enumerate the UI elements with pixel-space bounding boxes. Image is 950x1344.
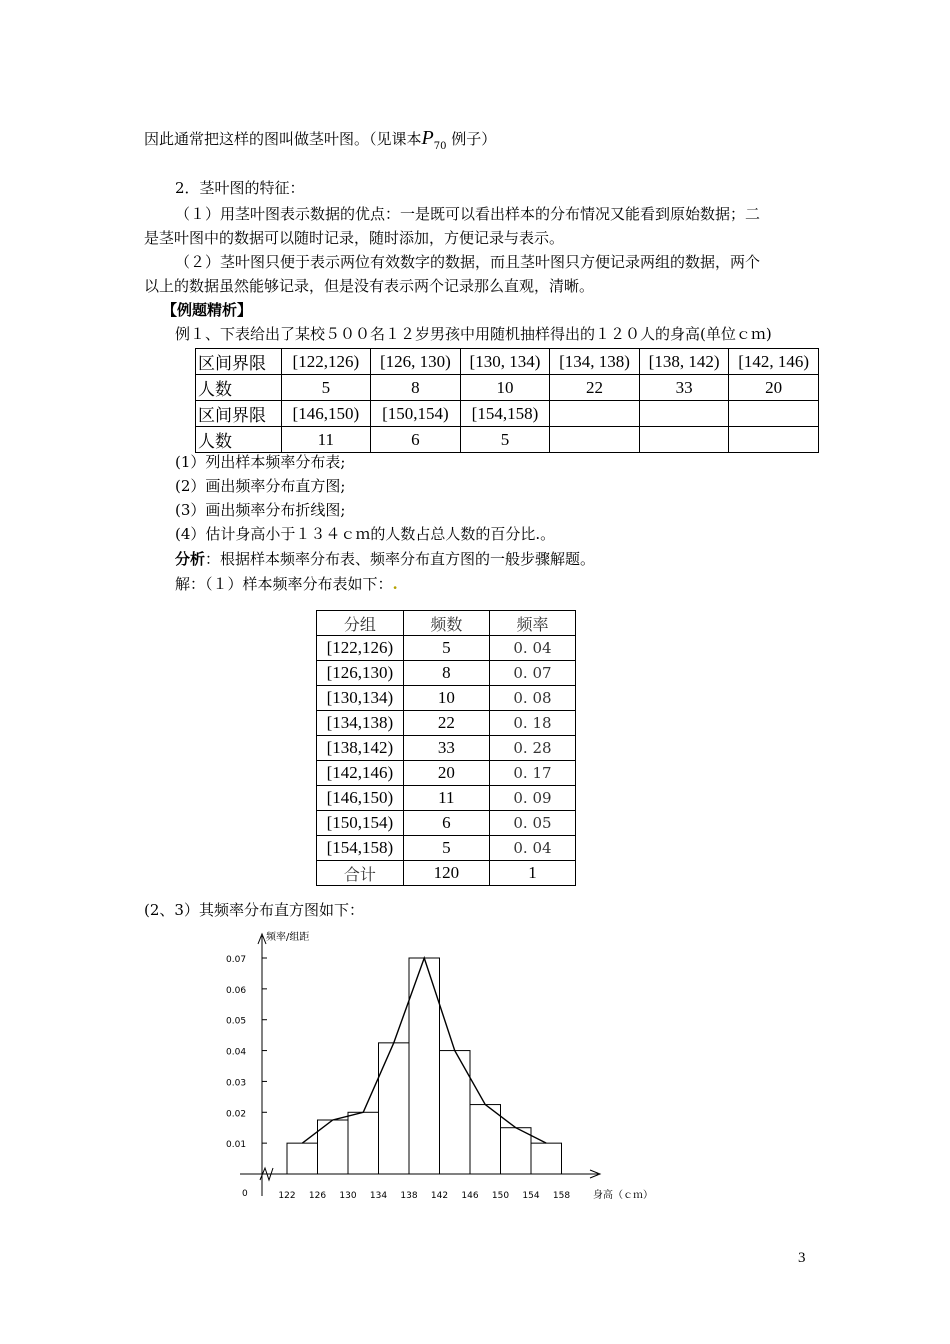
table-cell: 20 <box>729 375 819 401</box>
table-cell <box>729 427 819 453</box>
table-cell <box>639 427 729 453</box>
histogram-chart <box>220 922 660 1204</box>
table-total-row <box>317 861 576 886</box>
page-ref-sub: 70 <box>433 141 447 152</box>
x-tick-label: 150 <box>491 1191 510 1201</box>
table-cell: 5 <box>281 375 371 401</box>
table-row <box>317 836 576 861</box>
header-cell: 频数 <box>403 611 489 636</box>
total-label: 合计 <box>317 861 404 886</box>
analysis-label: 分析 <box>175 550 206 568</box>
table-cell: [150,154) <box>317 811 404 836</box>
table-row <box>317 761 576 786</box>
histogram-bar <box>531 1143 562 1174</box>
question-3: (3）画出频率分布折线图; <box>175 501 346 519</box>
table-row <box>196 401 819 427</box>
solution-text: 解：（１）样本频率分布表如下： <box>175 575 393 593</box>
example-heading: 【例题精析】 <box>162 301 253 319</box>
table-cell: 11 <box>403 786 489 811</box>
table-row <box>317 686 576 711</box>
table-cell: 33 <box>639 375 729 401</box>
x-tick-label: 130 <box>339 1191 357 1201</box>
table-header-row <box>317 611 576 636</box>
table-cell <box>729 401 819 427</box>
table-cell: [126, 130) <box>371 349 461 375</box>
intro-tail: 例子） <box>451 130 497 148</box>
row-label: 人数 <box>196 427 282 453</box>
question-4: (4）估计身高小于１３４ｃｍ的人数占总人数的百分比.。 <box>175 525 556 543</box>
table-cell: 0. 04 <box>489 636 575 661</box>
y-tick-label: 0.06 <box>226 985 247 996</box>
total-count: 120 <box>403 861 489 886</box>
table-cell: 6 <box>371 427 461 453</box>
example-1: 例１、下表给出了某校５００名１２岁男孩中用随机抽样得出的１２０人的身高(单位ｃｍ) <box>175 325 772 343</box>
table-cell: 0. 04 <box>489 836 575 861</box>
solution-dot: . <box>392 575 398 593</box>
y-tick-label: 0 <box>242 1189 248 1199</box>
solution-line <box>175 574 398 594</box>
table-row <box>317 711 576 736</box>
question-2: (2）画出频率分布直方图; <box>175 477 346 495</box>
x-tick-label: 134 <box>369 1191 388 1201</box>
row-label: 人数 <box>196 375 282 401</box>
feature-2-a: （２）茎叶图只便于表示两位有效数字的数据，而且茎叶图只方便记录两组的数据，两个 <box>175 253 761 271</box>
table-cell: 8 <box>371 375 461 401</box>
table-cell: [154,158) <box>460 401 550 427</box>
chart-bars <box>287 958 562 1174</box>
table-row <box>317 811 576 836</box>
feature-1-b: 是茎叶图中的数据可以随时记录，随时添加，方便记录与表示。 <box>144 229 565 247</box>
table-cell: [146,150) <box>317 786 404 811</box>
table-cell: 11 <box>281 427 371 453</box>
y-tick-label: 0.02 <box>226 1109 247 1120</box>
table-cell: [142, 146) <box>729 349 819 375</box>
table-cell: 0. 17 <box>489 761 575 786</box>
table-cell: 20 <box>403 761 489 786</box>
table-cell: [154,158) <box>317 836 404 861</box>
table-cell: 0. 09 <box>489 786 575 811</box>
table-cell: 5 <box>403 636 489 661</box>
table-cell: 0. 28 <box>489 736 575 761</box>
histogram-bar <box>470 1105 501 1174</box>
table-cell: [146,150) <box>281 401 371 427</box>
table-row <box>196 427 819 453</box>
analysis-line <box>175 549 595 569</box>
table-cell: [134,138) <box>317 711 404 736</box>
table-cell: 6 <box>403 811 489 836</box>
table-cell: 8 <box>403 661 489 686</box>
table-cell: 5 <box>403 836 489 861</box>
histogram-bar <box>379 1043 410 1174</box>
table-cell: [138,142) <box>317 736 404 761</box>
table-row <box>196 349 819 375</box>
total-frequency: 1 <box>489 861 575 886</box>
frequency-table <box>316 610 576 886</box>
table-cell: 22 <box>403 711 489 736</box>
y-tick-label: 0.05 <box>226 1016 247 1027</box>
y-tick-label: 0.03 <box>226 1078 247 1089</box>
x-tick-label: 126 <box>308 1191 327 1201</box>
y-tick-label: 0.01 <box>226 1140 247 1151</box>
page-ref-var: P <box>421 127 434 149</box>
table-cell: [122,126) <box>281 349 371 375</box>
table-cell: 0. 18 <box>489 711 575 736</box>
histogram-bar <box>348 1112 379 1174</box>
table-cell: 33 <box>403 736 489 761</box>
x-tick-label: 138 <box>400 1191 418 1201</box>
table-row <box>196 375 819 401</box>
x-tick-label: 122 <box>278 1191 296 1201</box>
table-cell: [142,146) <box>317 761 404 786</box>
x-tick-label: 142 <box>430 1191 449 1201</box>
table-row <box>317 736 576 761</box>
table-cell: [150,154) <box>371 401 461 427</box>
y-axis-title: 频率/组距 <box>266 932 310 943</box>
row-label: 区间界限 <box>196 349 282 375</box>
histogram-intro: (2、3）其频率分布直方图如下： <box>144 901 364 919</box>
table-row <box>317 636 576 661</box>
header-cell: 分组 <box>317 611 404 636</box>
feature-2-b: 以上的数据虽然能够记录，但是没有表示两个记录那么直观，清晰。 <box>144 277 595 295</box>
table-cell: [126,130) <box>317 661 404 686</box>
table-cell <box>639 401 729 427</box>
table-row <box>317 661 576 686</box>
table-cell: 0. 05 <box>489 811 575 836</box>
question-1: (1）列出样本频率分布表; <box>175 453 346 471</box>
table-cell: 22 <box>550 375 640 401</box>
intro-line <box>144 128 496 152</box>
table-cell <box>550 427 640 453</box>
table-cell: 10 <box>403 686 489 711</box>
table-cell: [138, 142) <box>639 349 729 375</box>
table-cell: 10 <box>460 375 550 401</box>
table-cell: [134, 138) <box>550 349 640 375</box>
table-cell: 0. 08 <box>489 686 575 711</box>
table-cell: [122,126) <box>317 636 404 661</box>
table-row <box>317 786 576 811</box>
histogram-bar <box>287 1143 318 1174</box>
section-heading: 2．茎叶图的特征： <box>175 179 305 197</box>
histogram-bar <box>501 1128 532 1174</box>
x-axis-title: 身高（ｃｍ） <box>593 1190 653 1201</box>
data-table <box>195 348 819 453</box>
table-cell <box>550 401 640 427</box>
table-cell: [130, 134) <box>460 349 550 375</box>
feature-1-a: （１）用茎叶图表示数据的优点：一是既可以看出样本的分布情况又能看到原始数据；二 <box>175 205 761 223</box>
x-tick-label: 146 <box>461 1191 479 1201</box>
intro-text: 因此通常把这样的图叫做茎叶图。（见课本 <box>144 130 422 148</box>
table-cell: 5 <box>460 427 550 453</box>
x-tick-label: 158 <box>552 1191 571 1201</box>
row-label: 区间界限 <box>196 401 282 427</box>
y-tick-label: 0.04 <box>226 1047 247 1058</box>
x-tick-label: 154 <box>522 1191 540 1201</box>
page-number: 3 <box>798 1250 806 1266</box>
analysis-text: ：根据样本频率分布表、频率分布直方图的一般步骤解题。 <box>205 550 596 568</box>
table-cell: 0. 07 <box>489 661 575 686</box>
table-cell: [130,134) <box>317 686 404 711</box>
header-cell: 频率 <box>489 611 575 636</box>
y-tick-label: 0.07 <box>226 955 247 965</box>
